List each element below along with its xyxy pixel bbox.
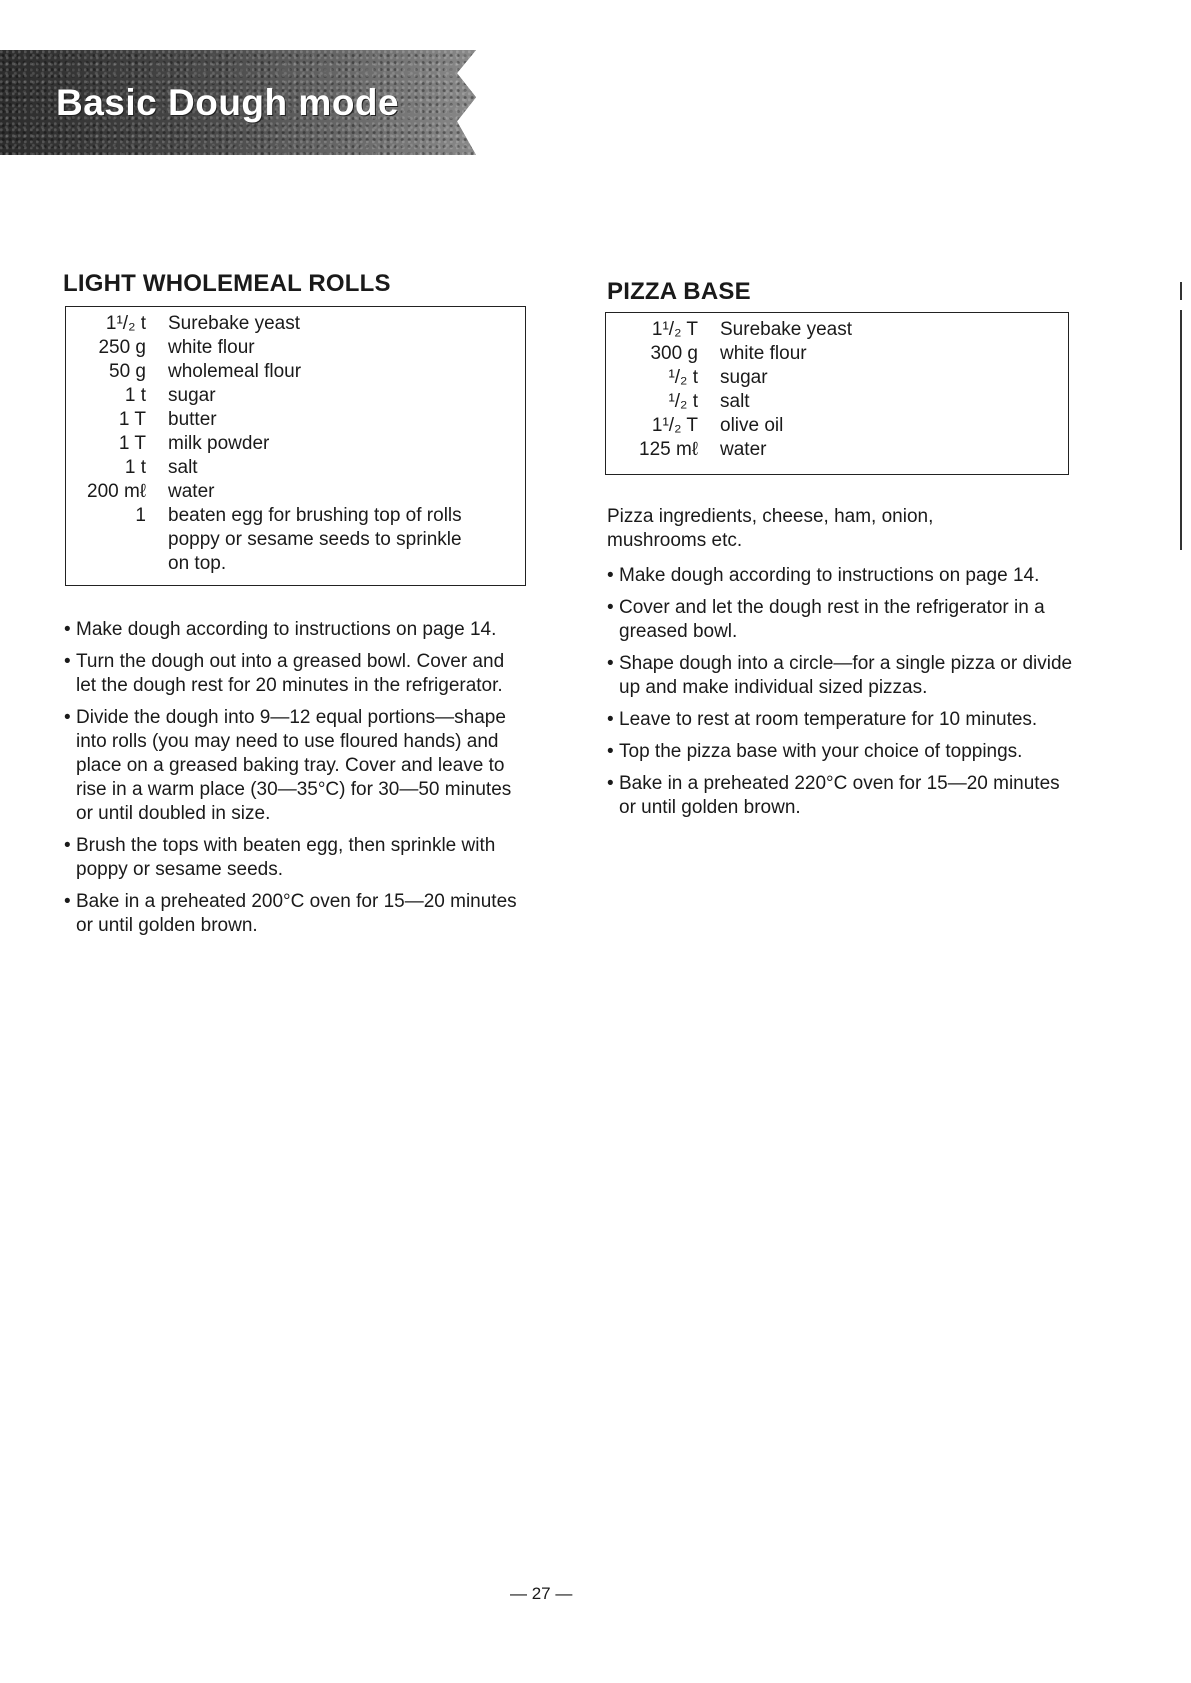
ingredient-row (618, 342, 1060, 366)
rolls-steps (64, 618, 526, 946)
ingredient-item: beaten egg for brushing top of rolls (168, 505, 462, 526)
step-text: Top the pizza base with your choice of toppings. (619, 741, 1023, 762)
ingredient-item: poppy or sesame seeds to sprinkle (168, 529, 462, 550)
step-text: Cover and let the dough rest in the refrigerator in a greased bowl. (619, 597, 1045, 642)
step-text: Shape dough into a circle—for a single pizza or divide up and make individual sized pizzas. (619, 653, 1073, 698)
ingredient-row (76, 336, 517, 360)
step-item (64, 618, 526, 642)
ingredient-qty: 250 g (98, 337, 146, 358)
ingredient-row (618, 366, 1060, 390)
ingredient-qty: 1¹/₂ T (651, 319, 698, 340)
bullet-icon: • (607, 653, 614, 674)
ingredient-qty: 1 t (124, 385, 146, 406)
ingredient-row (76, 528, 517, 552)
ingredient-qty: 200 mℓ (87, 481, 146, 502)
ingredient-qty: 300 g (650, 343, 698, 364)
step-item (64, 834, 526, 882)
bullet-icon: • (64, 707, 71, 728)
ingredient-qty (76, 528, 146, 552)
bullet-icon: • (64, 835, 71, 856)
step-text: Brush the tops with beaten egg, then sprinkle with poppy or sesame seeds. (76, 835, 496, 880)
page-title: Basic Dough mode (56, 82, 400, 123)
bullet-icon: • (64, 619, 71, 640)
step-item (607, 772, 1077, 820)
ingredient-row (76, 504, 517, 528)
ingredient-qty: 1 (135, 505, 146, 526)
pizza-note: Pizza ingredients, cheese, ham, onion, mushrooms etc. (607, 506, 934, 551)
ingredient-qty: 1¹/₂ T (651, 415, 698, 436)
ingredient-row (76, 552, 517, 576)
pizza-title: PIZZA BASE (607, 278, 751, 305)
ingredient-row (76, 432, 517, 456)
ingredient-qty: 1¹/₂ t (105, 313, 146, 334)
bullet-icon: • (607, 773, 614, 794)
pizza-steps (607, 564, 1077, 828)
ingredient-item: olive oil (720, 415, 784, 436)
ingredient-item: water (168, 481, 215, 502)
ingredient-item: salt (720, 391, 750, 412)
ingredient-row (618, 318, 1060, 342)
step-item (64, 706, 526, 826)
ingredient-item: sugar (168, 385, 216, 406)
step-text: Bake in a preheated 200°C oven for 15—20 minutes or until golden brown. (76, 891, 517, 936)
ingredient-row (76, 456, 517, 480)
ingredient-qty: ¹/₂ t (668, 367, 698, 388)
ingredient-item: Surebake yeast (720, 319, 853, 340)
ingredient-item: wholemeal flour (168, 361, 302, 382)
ingredient-row (618, 438, 1060, 462)
rolls-ingredients-box (65, 306, 526, 586)
bullet-icon: • (64, 891, 71, 912)
step-item (607, 740, 1077, 764)
ingredient-item: on top. (168, 553, 227, 574)
step-text: Make dough according to instructions on page 14. (619, 565, 1040, 586)
ingredient-qty: 1 T (118, 409, 146, 430)
step-text: Turn the dough out into a greased bowl. Cover and let the dough rest for 20 minutes in the refrigerator. (76, 651, 505, 696)
step-text: Divide the dough into 9—12 equal portions—shape into rolls (you may need to use floured hands) and place on a greased baking tray. Cover and leave to rise in a warm place (30—35°C) for 30—50 minutes or until doubled in size. (76, 707, 512, 824)
ingredient-row (76, 312, 517, 336)
ingredient-row (76, 480, 517, 504)
step-item (64, 890, 526, 938)
margin-line (1180, 310, 1182, 550)
ingredient-row (618, 390, 1060, 414)
ingredient-qty (76, 552, 146, 576)
bullet-icon: • (607, 597, 614, 618)
step-item (607, 564, 1077, 588)
ingredient-qty: 125 mℓ (639, 439, 698, 460)
ingredient-item: butter (168, 409, 217, 430)
ingredient-qty: ¹/₂ t (668, 391, 698, 412)
ingredient-row (76, 408, 517, 432)
page-number: — 27 — (510, 1584, 573, 1603)
ingredient-qty: 1 t (124, 457, 146, 478)
rolls-title: LIGHT WHOLEMEAL ROLLS (63, 270, 391, 297)
bullet-icon: • (607, 565, 614, 586)
ingredient-qty: 1 T (118, 433, 146, 454)
step-text: Leave to rest at room temperature for 10 minutes. (619, 709, 1038, 730)
ingredient-qty: 50 g (109, 361, 146, 382)
ingredient-item: salt (168, 457, 198, 478)
ingredient-row (76, 360, 517, 384)
ingredient-item: milk powder (168, 433, 270, 454)
step-item (64, 650, 526, 698)
pizza-ingredients-box (605, 312, 1069, 475)
ingredient-row (618, 414, 1060, 438)
bullet-icon: • (64, 651, 71, 672)
step-item (607, 652, 1077, 700)
ingredient-item: white flour (168, 337, 255, 358)
step-text: Bake in a preheated 220°C oven for 15—20 minutes or until golden brown. (619, 773, 1060, 818)
step-text: Make dough according to instructions on page 14. (76, 619, 497, 640)
step-item (607, 708, 1077, 732)
bullet-icon: • (607, 741, 614, 762)
margin-mark (1180, 282, 1182, 300)
step-item (607, 596, 1077, 644)
ingredient-item: water (720, 439, 767, 460)
ingredient-row (76, 384, 517, 408)
bullet-icon: • (607, 709, 614, 730)
ingredient-item: sugar (720, 367, 768, 388)
ingredient-item: white flour (720, 343, 807, 364)
ingredient-item: Surebake yeast (168, 313, 301, 334)
